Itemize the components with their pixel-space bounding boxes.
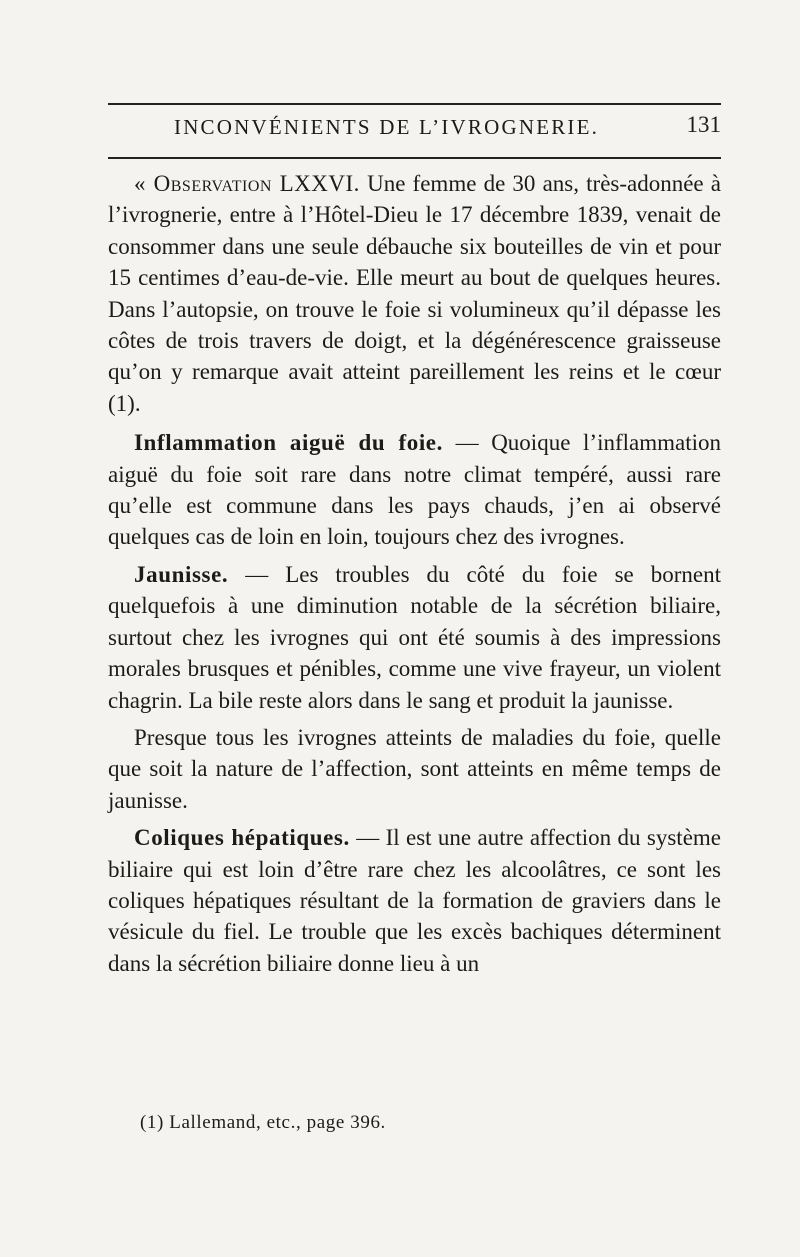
running-title: INCONVÉNIENTS DE L’IVROGNERIE. <box>174 115 600 139</box>
footnote: (1) Lallemand, etc., page 396. <box>140 1112 386 1133</box>
inflammation-text: — Quoique l’inflammation aiguë du foie soit rare dans notre climat tempéré, aussi rare qu’elle est commune dans les pays chauds, j’en ai observé quelques cas de loin en loin, toujours chez des ivrognes. <box>108 430 721 550</box>
body-text <box>108 168 721 979</box>
header-bottom-rule <box>108 157 721 159</box>
page-number: 131 <box>686 112 721 137</box>
jaunisse-text: — Les troubles du côté du foie se bornent quelquefois à une diminution notable de la sécrétion biliaire, surtout chez les ivrognes qui ont été soumis à des impressions morales brusques et pénibles, comme une vive frayeur, un violent chagrin. La bile reste alors dans le sang et produit la jaunisse. <box>108 561 721 713</box>
inflammation-heading: Inflammation aiguë du foie. <box>134 430 443 456</box>
paragraph-presque <box>108 722 721 816</box>
observation-text: Une femme de 30 ans, très-adonnée à l’ivrognerie, entre à l’Hôtel-Dieu le 17 décembre 1839, venait de consommer dans une seule débauche six bouteilles de vin et pour 15 centimes d’eau-de-vie. Elle meurt au bout de quelques heures. Dans l’autopsie, on trouve le foie si volumineux qu’il dépasse les côtes de trois travers de doigt, et la dégénérescence graisseuse qu’on y remarque avait atteint pareillement les reins et le cœur (1). <box>108 171 722 416</box>
paragraph-inflammation <box>108 427 721 553</box>
coliques-heading: Coliques hépatiques. <box>134 825 350 851</box>
paragraph-jaunisse <box>108 559 721 716</box>
jaunisse-heading: Jaunisse. <box>134 561 229 587</box>
paragraph-observation <box>108 168 721 419</box>
paragraph-coliques <box>108 822 721 979</box>
presque-text: Presque tous les ivrognes atteints de maladies du foie, quelle que soit la nature de l’affection, sont atteints en même temps de jaunisse. <box>108 724 721 813</box>
running-head <box>108 112 721 146</box>
observation-label: « Observation LXXVI. <box>134 171 360 196</box>
header-top-rule <box>108 103 721 105</box>
coliques-text: — Il est une autre affection du système biliaire qui est loin d’être rare chez les alcoolâtres, ce sont les coliques hépatiques résultant de la formation de graviers dans le vésicule du fiel. Le trouble que les excès bachiques déterminent dans la sécrétion biliaire donne lieu à un <box>108 825 721 976</box>
